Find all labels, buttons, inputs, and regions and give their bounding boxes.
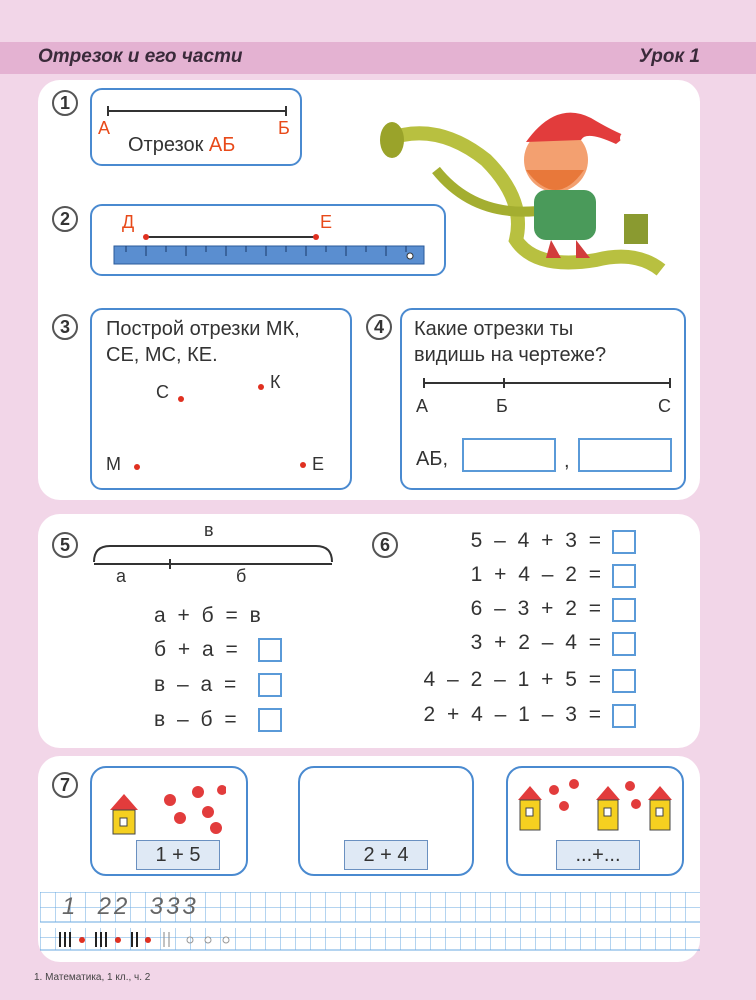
point-d-label: Д — [122, 212, 135, 232]
gnome-with-tape-illustration — [376, 100, 666, 290]
segment-v-label: в — [204, 520, 214, 540]
task-number-5: 5 — [52, 532, 78, 558]
expression-1-plus-5: 1 + 5 — [136, 840, 220, 870]
task3-box — [90, 308, 352, 490]
expression-blank-plus-blank: ...+... — [556, 840, 640, 870]
segment-brace-diagram — [90, 540, 336, 570]
point-m-dot — [134, 464, 140, 470]
equation-6-3: 6 – 3 + 2 = — [470, 597, 604, 620]
page-title: Отрезок и его части — [38, 46, 243, 67]
task4-text-line1: Какие отрезки ты — [414, 318, 574, 340]
task3-text-line2: СЕ, МС, КЕ. — [106, 344, 218, 366]
point-c-label: С — [156, 382, 169, 402]
answer-field-1[interactable] — [462, 438, 556, 472]
answer-box-6-3[interactable] — [612, 598, 636, 622]
answer-box-6-2[interactable] — [612, 564, 636, 588]
point-c4-label: С — [658, 396, 671, 416]
task7-card-3 — [506, 766, 684, 876]
equation-6-5: 4 – 2 – 1 + 5 = — [423, 668, 604, 691]
segment-ab-line — [102, 104, 292, 118]
task-number-6: 6 — [372, 532, 398, 558]
equation-5-3: в – а = — [154, 673, 240, 696]
equation-5-1: а + б = в — [154, 604, 264, 627]
answer-box-5-4[interactable] — [258, 708, 282, 732]
segment-abc-line — [418, 376, 678, 390]
task7-card-2[interactable] — [298, 766, 474, 876]
house-and-flowers-picture-1 — [106, 780, 226, 840]
answer-box-5-3[interactable] — [258, 673, 282, 697]
equation-5-4: в – б = — [154, 708, 240, 731]
point-a4-label: А — [416, 396, 429, 416]
point-m-label: М — [106, 454, 121, 474]
task7-card-1 — [90, 766, 248, 876]
point-e3-label: Е — [312, 454, 325, 474]
equation-6-2: 1 + 4 – 2 = — [470, 563, 604, 586]
page-footer: 1. Математика, 1 кл., ч. 2 — [34, 972, 151, 983]
equation-6-4: 3 + 2 – 4 = — [470, 631, 604, 654]
equation-5-2: б + а = — [154, 638, 241, 661]
task4-text-line2: видишь на чертеже? — [414, 344, 607, 366]
houses-and-flowers-picture-3 — [516, 776, 680, 838]
point-k-label: К — [270, 372, 281, 392]
point-k-dot — [258, 384, 264, 390]
task-number-2: 2 — [52, 206, 78, 232]
lesson-label: Урок 1 — [638, 46, 700, 67]
task-number-3: 3 — [52, 314, 78, 340]
point-e-dot — [300, 462, 306, 468]
answer-field-2[interactable] — [578, 438, 672, 472]
answer-box-6-5[interactable] — [612, 669, 636, 693]
point-a-label: А — [98, 118, 111, 138]
answer-prefix: АБ, — [416, 448, 449, 470]
equation-6-6: 2 + 4 – 1 – 3 = — [423, 703, 604, 726]
task3-text-line1: Построй отрезки МК, — [106, 318, 300, 340]
segment-b-label: б — [236, 566, 247, 586]
point-b-label: Б — [278, 118, 290, 138]
task-number-7: 7 — [52, 772, 78, 798]
answer-box-6-4[interactable] — [612, 632, 636, 656]
segment-a-label: а — [116, 566, 127, 586]
task-number-1: 1 — [52, 90, 78, 116]
task-number-4: 4 — [366, 314, 392, 340]
point-b4-label: Б — [496, 396, 508, 416]
answer-comma: , — [564, 450, 570, 472]
answer-box-5-2[interactable] — [258, 638, 282, 662]
segment-caption: Отрезок АБ — [128, 134, 236, 156]
expression-2-plus-4: 2 + 4 — [344, 840, 428, 870]
task1-box — [90, 88, 302, 166]
answer-box-6-6[interactable] — [612, 704, 636, 728]
point-e-label: Е — [320, 212, 333, 232]
equation-6-1: 5 – 4 + 3 = — [470, 529, 604, 552]
task4-box — [400, 308, 686, 490]
answer-box-6-1[interactable] — [612, 530, 636, 554]
handwriting-digits-row: 1 22 333 — [62, 893, 199, 920]
point-c-dot — [178, 396, 184, 402]
